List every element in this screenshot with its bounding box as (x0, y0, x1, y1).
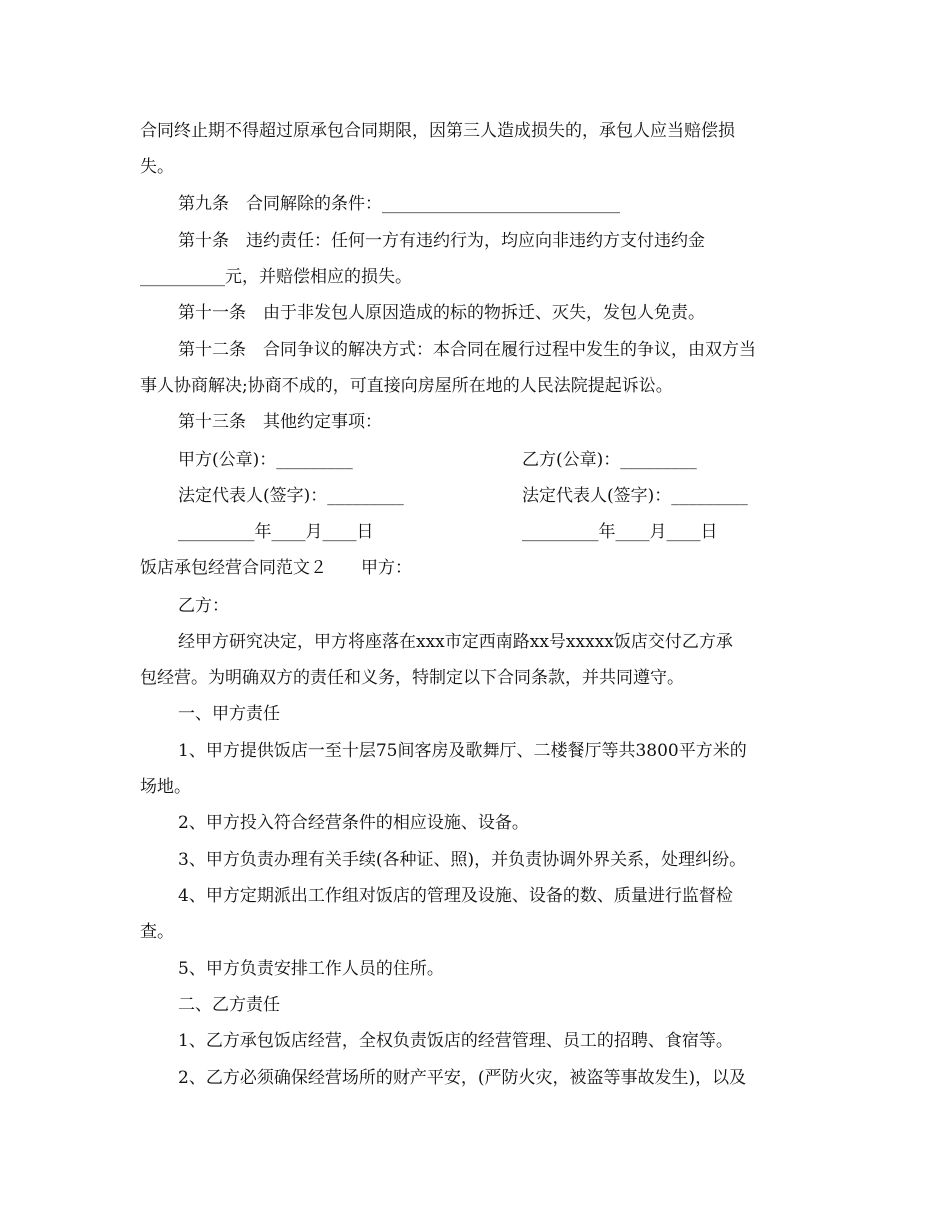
list-item: 1、乙方承包饭店经营，全权负责饭店的经营管理、员工的招聘、食宿等。 (178, 1031, 733, 1051)
list-item: 5、甲方负责安排工作人员的住所。 (178, 959, 444, 979)
section-title: 饭店承包经营合同范文２ 甲方： (140, 558, 412, 578)
text-line: 查。 (140, 922, 174, 942)
article-11: 第十一条 由于非发包人原因造成的标的物拆迁、灭失，发包人免责。 (178, 303, 705, 323)
text-line: 合同终止期不得超过原承包合同期限，因第三人造成损失的，承包人应当赔偿损 (140, 121, 735, 141)
list-item: 3、甲方负责办理有关手续(各种证、照)，并负责协调外界关系，处理纠纷。 (178, 850, 747, 870)
list-item: 1、甲方提供饭店一至十层75间客房及歌舞厅、二楼餐厅等共3800平方米的 (178, 741, 747, 761)
text-line: 事人协商解决;协商不成的，可直接向房屋所在地的人民法院提起诉讼。 (140, 376, 673, 396)
heading-party-a: 一、甲方责任 (178, 704, 280, 724)
list-item: 4、甲方定期派出工作组对饭店的管理及设施、设备的数、质量进行监督检 (178, 886, 733, 906)
list-item: 2、乙方必须确保经营场所的财产平安，(严防火灾，被盗等事故发生)，以及 (178, 1068, 747, 1088)
article-13: 第十三条 其他约定事项： (178, 412, 382, 432)
text-line: 包经营。为明确双方的责任和义务，特制定以下合同条款，并共同遵守。 (140, 668, 684, 688)
text-line: 经甲方研究决定，甲方将座落在xxx市定西南路xx号xxxxx饭店交付乙方承 (178, 632, 733, 652)
date-b: _________年____月____日 (522, 522, 718, 542)
rep-b-signature: 法定代表人(签字)：_________ (522, 486, 748, 506)
text-line: __________元，并赔偿相应的损失。 (140, 267, 412, 287)
text-line: 失。 (140, 157, 174, 177)
rep-a-signature: 法定代表人(签字)：_________ (178, 486, 404, 506)
date-a: _________年____月____日 (178, 522, 374, 542)
party-a-seal: 甲方(公章)：_________ (178, 450, 353, 470)
party-b-label: 乙方： (178, 596, 229, 616)
list-item: 2、甲方投入符合经营条件的相应设施、设备。 (178, 813, 529, 833)
article-10: 第十条 违约责任：任何一方有违约行为，均应向非违约方支付违约金 (178, 231, 705, 251)
party-b-seal: 乙方(公章)：_________ (522, 450, 697, 470)
heading-party-b: 二、乙方责任 (178, 995, 280, 1015)
article-9: 第九条 合同解除的条件：____________________________ (178, 194, 620, 214)
text-line: 场地。 (140, 777, 191, 797)
article-12: 第十二条 合同争议的解决方式：本合同在履行过程中发生的争议，由双方当 (178, 340, 756, 360)
